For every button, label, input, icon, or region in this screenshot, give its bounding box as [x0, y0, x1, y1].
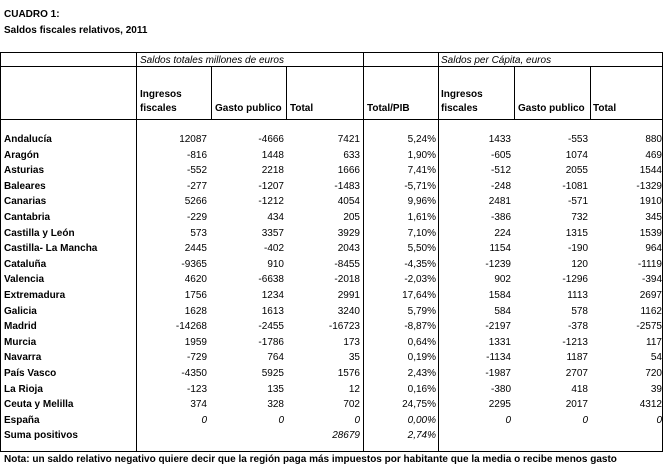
table-cell-total: 4054 [337, 196, 360, 207]
table-cell-gasto-pc: 1113 [567, 290, 588, 301]
header-ingresos-pc: Ingresos fiscales [441, 89, 483, 114]
table-cell-pib: 0,64% [407, 337, 436, 348]
table-cell-total: 173 [343, 337, 360, 348]
section-per-capita: Saldos per Cápita, euros [441, 55, 552, 66]
row-region-label: Valencia [4, 274, 45, 285]
col-divider-gasto [211, 66, 212, 119]
table-cell-ingresos: -14268 [175, 321, 207, 332]
table-cell-gasto-pc: -378 [567, 321, 588, 332]
table-cell-gasto-pc: 2017 [565, 399, 588, 410]
row-region-label: Navarra [4, 352, 42, 363]
table-cell-ing-pc: -605 [490, 150, 511, 161]
row-region-label: Andalucía [4, 134, 52, 145]
table-cell-gasto-pc: 2707 [565, 368, 588, 379]
table-cell-total: 205 [343, 212, 360, 223]
table-cell-pib: -4,35% [404, 259, 436, 270]
table-cell-pib: -8,87% [404, 321, 436, 332]
table-cell-total: 702 [343, 399, 360, 410]
table-cell-gasto: 2218 [261, 165, 284, 176]
table-cell-ingresos: 1959 [184, 337, 207, 348]
row-region-label: Madrid [4, 321, 37, 332]
table-cell-pib: 0,00% [407, 415, 436, 426]
subtitle: Saldos fiscales relativos, 2011 [4, 25, 148, 36]
table-cell-gasto: 1234 [261, 290, 284, 301]
section-totales: Saldos totales millones de euros [140, 55, 284, 66]
table-cell-gasto: 135 [267, 384, 284, 395]
header-total-pc: Total [593, 103, 617, 114]
table-cell-pib: 1,90% [407, 150, 436, 161]
row-region-label: Galicia [4, 306, 37, 317]
table-cell-pib: -5,71% [404, 181, 436, 192]
table-cell-ingresos: -277 [186, 181, 207, 192]
table-cell-total-pc: 469 [645, 150, 662, 161]
table-cell-gasto: -2455 [258, 321, 284, 332]
table-cell-ing-pc: 2481 [488, 196, 511, 207]
table-cell-gasto-pc: 1187 [566, 352, 588, 363]
table-cell-total-pc: -394 [641, 274, 662, 285]
table-cell-ingresos: -816 [186, 150, 207, 161]
table-cell-gasto: -1212 [258, 196, 284, 207]
table-cell-gasto-pc: 418 [571, 384, 588, 395]
table-cell-total-pc: 1910 [639, 196, 662, 207]
table-cell-ing-pc: -512 [490, 165, 511, 176]
table-cell-gasto-pc: -553 [567, 134, 588, 145]
table-cell-gasto: -402 [263, 243, 284, 254]
table-cell-gasto-pc: -1081 [562, 181, 588, 192]
row-region-label: Castilla- La Mancha [4, 243, 98, 254]
table-cell-total: -8455 [334, 259, 360, 270]
row-region-label: Asturias [4, 165, 45, 176]
table-cell-total: 12 [348, 384, 360, 395]
table-cell-pib: 2,74% [407, 430, 436, 441]
col-divider-right [662, 52, 663, 451]
table-cell-pib: 17,64% [402, 290, 436, 301]
table-cell-ingresos: -123 [186, 384, 207, 395]
table-cell-gasto-pc: 2055 [565, 165, 588, 176]
table-cell-total-pc: 39 [650, 384, 662, 395]
row-region-label: Cataluña [4, 259, 47, 270]
table-cell-ingresos: 4620 [184, 274, 207, 285]
table-cell-gasto: -1207 [258, 181, 284, 192]
row-region-label: Aragón [4, 150, 39, 161]
table-cell-pib: -2,03% [404, 274, 436, 285]
table-cell-gasto-pc: -1296 [562, 274, 588, 285]
table-cell-ingresos: -552 [186, 165, 207, 176]
table-cell-total: 633 [343, 150, 360, 161]
header-ingresos: Ingresos fiscales [140, 89, 182, 114]
table-cell-total-pc: 4312 [639, 399, 662, 410]
table-cell-pib: 7,10% [407, 228, 436, 239]
row-region-label: La Rioja [4, 384, 43, 395]
row-region-label: Extremadura [4, 290, 66, 301]
table-cell-ing-pc: -248 [490, 181, 511, 192]
table-cell-ingresos: 573 [190, 228, 207, 239]
table-cell-gasto-pc: 120 [571, 259, 588, 270]
table-cell-gasto: 764 [267, 352, 284, 363]
table-cell-gasto: 3357 [261, 228, 284, 239]
table-cell-total-pc: 964 [645, 243, 662, 254]
table-cell-total-pc: 54 [650, 352, 662, 363]
table-cell-gasto: 434 [267, 212, 284, 223]
table-cell-pib: 0,19% [407, 352, 436, 363]
table-cell-total-pc: 1544 [639, 165, 662, 176]
table-cell-ingresos: 1628 [184, 306, 207, 317]
table-cell-ingresos: 374 [190, 399, 207, 410]
title: CUADRO 1: [4, 9, 60, 20]
table-cell-total-pc: 117 [646, 337, 662, 348]
table-cell-gasto-pc: -1213 [562, 337, 588, 348]
table-cell-total-pc: 720 [645, 368, 662, 379]
table-cell-ing-pc: -1987 [485, 368, 511, 379]
table-cell-gasto: 1613 [261, 306, 284, 317]
table-cell-gasto-pc: 1315 [565, 228, 588, 239]
table-cell-total: 1576 [337, 368, 360, 379]
table-cell-pib: 9,96% [407, 196, 436, 207]
row-region-label: Ceuta y Melilla [4, 399, 74, 410]
table-cell-total-pc: 1539 [639, 228, 662, 239]
table-cell-ingresos: -9365 [181, 259, 207, 270]
row-region-label: Baleares [4, 181, 46, 192]
table-cell-total: -2018 [334, 274, 360, 285]
table-cell-ing-pc: 1154 [489, 243, 511, 254]
table-cell-total-pc: -2575 [636, 321, 662, 332]
table-top-border [0, 52, 663, 53]
table-cell-pib: 5,79% [407, 306, 436, 317]
table-cell-ingresos: -229 [186, 212, 207, 223]
table-cell-gasto: 0 [278, 415, 284, 426]
row-region-label: Suma positivos [4, 430, 78, 441]
col-divider-gasto-pc [514, 66, 515, 119]
table-cell-gasto: 328 [267, 399, 284, 410]
row-region-label: España [4, 415, 40, 426]
table-cell-gasto-pc: 578 [571, 306, 588, 317]
table-cell-ingresos: 5266 [184, 196, 207, 207]
table-cell-total-pc: 345 [645, 212, 662, 223]
table-cell-ing-pc: -1239 [485, 259, 511, 270]
table-cell-gasto: -6638 [258, 274, 284, 285]
row-region-label: Canarias [4, 196, 47, 207]
table-cell-ing-pc: 1433 [488, 134, 511, 145]
table-cell-total-pc: 1162 [640, 306, 662, 317]
table-cell-ingresos: 1756 [184, 290, 207, 301]
table-cell-ing-pc: -386 [490, 212, 511, 223]
col-divider-total-pc [590, 66, 591, 119]
row-region-label: Murcia [4, 337, 37, 348]
table-cell-total: 2043 [337, 243, 360, 254]
header-gasto-pc: Gasto publico [518, 103, 585, 114]
table-cell-pib: 1,61% [407, 212, 436, 223]
header-total-pib: Total/PIB [367, 103, 410, 114]
table-cell-ing-pc: -1134 [486, 352, 511, 363]
table-cell-total: 0 [354, 415, 360, 426]
table-cell-total-pc: 2697 [639, 290, 662, 301]
footnote: Nota: un saldo relativo negativo quiere decir que la región paga más impuestos por habitante que la media o recibe menos gasto [4, 454, 617, 465]
table-cell-ing-pc: 2295 [488, 399, 511, 410]
table-cell-total-pc: 0 [656, 415, 662, 426]
table-cell-total: -16723 [328, 321, 360, 332]
table-cell-pib: 24,75% [402, 399, 436, 410]
table-cell-total-pc: -1329 [636, 181, 662, 192]
table-cell-gasto: 910 [267, 259, 284, 270]
row-region-label: Castilla y León [4, 228, 75, 239]
table-cell-gasto-pc: 732 [571, 212, 588, 223]
col-divider-total [286, 66, 287, 119]
table-cell-ingresos: 0 [201, 415, 207, 426]
table-bottom-border [0, 451, 663, 452]
col-divider-left [0, 52, 1, 451]
table-cell-pib: 2,43% [407, 368, 436, 379]
table-cell-pib: 7,41% [407, 165, 436, 176]
header-gasto: Gasto publico [215, 103, 282, 114]
table-cell-gasto-pc: 0 [582, 415, 588, 426]
row-region-label: Cantabria [4, 212, 51, 223]
table-cell-ing-pc: 1331 [488, 337, 511, 348]
table-cell-ing-pc: -2197 [485, 321, 511, 332]
table-cell-total-pc: -1119 [637, 259, 662, 270]
table-cell-ing-pc: 224 [494, 228, 511, 239]
table-cell-gasto: -4666 [258, 134, 284, 145]
table-cell-gasto-pc: 1074 [565, 150, 588, 161]
table-cell-ingresos: -4350 [181, 368, 207, 379]
table-cell-total-pc: 880 [645, 134, 662, 145]
table-cell-gasto: 1448 [261, 150, 284, 161]
section-underline [0, 66, 663, 67]
table-cell-ing-pc: 0 [505, 415, 511, 426]
table-cell-ingresos: -729 [186, 352, 207, 363]
header-bottom-border [0, 119, 663, 120]
table-cell-total: 2991 [337, 290, 360, 301]
table-cell-total: 28679 [332, 430, 360, 441]
table-cell-total: 1666 [337, 165, 360, 176]
table-cell-total: -1483 [334, 181, 360, 192]
table-cell-total: 7421 [337, 134, 360, 145]
row-region-label: País Vasco [4, 368, 57, 379]
table-cell-ing-pc: 902 [494, 274, 511, 285]
table-cell-total: 3240 [337, 306, 360, 317]
table-cell-gasto-pc: -190 [567, 243, 588, 254]
table-cell-pib: 5,50% [407, 243, 436, 254]
table-cell-gasto-pc: -571 [567, 196, 588, 207]
table-cell-ing-pc: 584 [494, 306, 511, 317]
table-cell-ing-pc: 1584 [488, 290, 511, 301]
table-cell-total: 3929 [337, 228, 360, 239]
table-cell-pib: 0,16% [407, 384, 436, 395]
table-cell-ingresos: 2445 [184, 243, 207, 254]
table-cell-gasto: 5925 [261, 368, 284, 379]
header-total: Total [290, 103, 314, 114]
table-cell-gasto: -1786 [258, 337, 284, 348]
table-cell-ing-pc: -380 [490, 384, 511, 395]
table-cell-ingresos: 12087 [179, 134, 207, 145]
table-cell-pib: 5,24% [407, 134, 436, 145]
table-cell-total: 35 [348, 352, 360, 363]
